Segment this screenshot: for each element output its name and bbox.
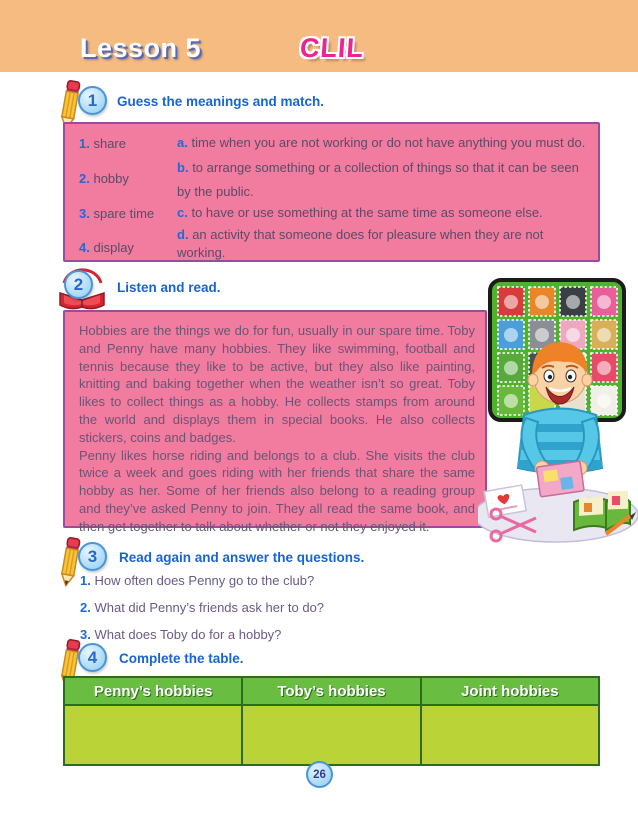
- table-header-penny: Penny’s hobbies: [64, 677, 242, 705]
- exercise-1-number: 1: [78, 86, 107, 115]
- term-share[interactable]: [79, 136, 126, 151]
- definition-letter: d.: [177, 227, 189, 242]
- term-number: 2.: [79, 171, 90, 186]
- exercise-2-number: 2: [64, 270, 93, 299]
- definition-b[interactable]: [177, 156, 589, 204]
- boy-stamp-collection-illustration: [478, 272, 638, 547]
- exercise-1-instruction: Guess the meanings and match.: [117, 94, 325, 109]
- question-2: [80, 600, 324, 615]
- term-display[interactable]: [79, 240, 134, 255]
- definition-letter: c.: [177, 205, 188, 220]
- question-text: How often does Penny go to the club?: [94, 573, 315, 588]
- matching-exercise-box: [63, 122, 600, 262]
- table-cell-toby[interactable]: [242, 705, 420, 765]
- term-label: hobby: [93, 171, 129, 186]
- passage-paragraph-2: Penny likes horse riding and belongs to a club. She visits the club twice a week and goes riding with her friends that share the same hobby as her. Some of her friends also belong to a reading group and they’ve asked Penny to join. They all read the same book, and then get together to talk about whether or not they enjoyed it.: [79, 447, 475, 534]
- term-label: spare time: [93, 206, 155, 221]
- page-number-badge: 26: [306, 761, 333, 788]
- term-number: 4.: [79, 240, 90, 255]
- question-text: What does Toby do for a hobby?: [94, 627, 282, 642]
- term-label: display: [93, 240, 134, 255]
- definition-text: time when you are not working or do not have anything you must do.: [191, 135, 586, 150]
- page-title: Lesson 5: [80, 33, 202, 63]
- table-header-joint: Joint hobbies: [421, 677, 599, 705]
- term-hobby[interactable]: [79, 171, 129, 186]
- table-header-toby: Toby’s hobbies: [242, 677, 420, 705]
- reading-passage-box: [63, 310, 487, 534]
- definition-text: to have or use something at the same time as someone else.: [191, 205, 543, 220]
- definition-text: to arrange something or a collection of things so that it can be seen by the public.: [177, 160, 579, 200]
- reading-passage: [79, 322, 475, 536]
- exercise-4-number: 4: [78, 643, 107, 672]
- clil-badge: CLIL: [298, 33, 366, 63]
- desk-items: [478, 461, 638, 542]
- definition-letter: b.: [177, 160, 189, 175]
- question-3: [80, 627, 281, 642]
- definition-text: an activity that someone does for pleasure when they are not working.: [177, 227, 544, 260]
- exercise-3-number: 3: [78, 542, 107, 571]
- term-number: 1.: [79, 136, 90, 151]
- passage-paragraph-1: Hobbies are the things we do for fun, usually in our spare time. Toby and Penny have many hobbies. They like swimming, football and tennis because they like to be active, but they also like painting, knitting and baking together when the weather isn’t so great. Toby likes to collect things as a hobby. He collects stamps from around the world and displays them in special books. He also collects stickers, coins and badges.: [79, 323, 475, 445]
- table-cell-penny[interactable]: [64, 705, 242, 765]
- definition-c[interactable]: [177, 204, 589, 222]
- question-number: 2.: [80, 600, 91, 615]
- definition-a[interactable]: [177, 134, 589, 152]
- table-cell-joint[interactable]: [421, 705, 599, 765]
- exercise-2-instruction: Listen and read.: [117, 280, 221, 295]
- term-spare-time[interactable]: [79, 206, 154, 221]
- exercise-3-instruction: Read again and answer the questions.: [119, 550, 365, 565]
- definition-d[interactable]: [177, 226, 589, 261]
- question-text: What did Penny’s friends ask her to do?: [94, 600, 325, 615]
- hobbies-table: [63, 676, 600, 766]
- question-1: [80, 573, 314, 588]
- table-row: [64, 705, 599, 765]
- term-label: share: [93, 136, 126, 151]
- question-number: 3.: [80, 627, 91, 642]
- definition-letter: a.: [177, 135, 188, 150]
- exercise-4-instruction: Complete the table.: [119, 651, 244, 666]
- term-number: 3.: [79, 206, 90, 221]
- question-number: 1.: [80, 573, 91, 588]
